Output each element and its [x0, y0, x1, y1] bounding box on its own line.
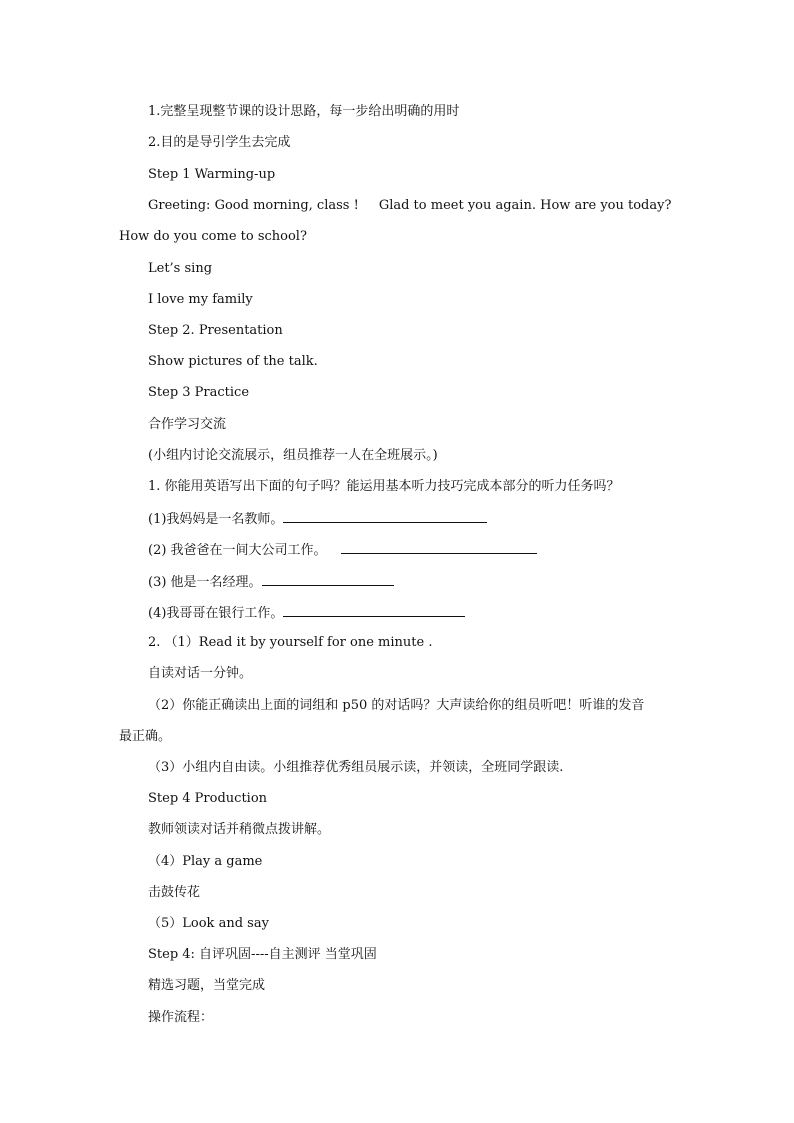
read-aloud-question: （2）你能正确读出上面的词组和 p50 的对话吗？大声读给你的组员听吧！听谁的发音 — [148, 698, 645, 713]
group-discussion-note: (小组内讨论交流展示，组员推荐一人在全班展示。) — [148, 448, 438, 463]
song-title: I love my family — [148, 292, 253, 307]
game-name: 击鼓传花 — [148, 885, 201, 900]
sentence-1 — [148, 509, 487, 529]
sentence-4-text: (4)我哥哥在银行工作。 — [148, 606, 284, 621]
cooperative-learning: 合作学习交流 — [148, 417, 227, 432]
answer-blank-2[interactable] — [341, 540, 537, 554]
look-and-say: （5）Look and say — [148, 916, 269, 931]
greeting-part-2: Glad to meet you again. How are you today? — [378, 198, 672, 213]
lets-sing: Let’s sing — [148, 261, 213, 276]
sentence-3-text: (3) 他是一名经理。 — [148, 575, 262, 590]
step-4-self-assessment-heading: Step 4: 自评巩固----自主测评 当堂巩固 — [148, 947, 377, 962]
step-3-heading: Step 3 Practice — [148, 385, 250, 400]
operation-flow: 操作流程： — [148, 1010, 214, 1025]
text-line-2: 2.目的是导引学生去完成 — [148, 135, 291, 150]
greeting-part-1: Greeting: Good morning, class ! — [148, 198, 359, 213]
sentence-3 — [148, 572, 394, 592]
self-read: 自读对话一分钟。 — [148, 666, 253, 681]
answer-blank-1[interactable] — [283, 509, 487, 523]
group-reading: （3）小组内自由读。小组推荐优秀组员展示读，并领读，全班同学跟读. — [148, 760, 564, 775]
step-1-heading: Step 1 Warming-up — [148, 167, 276, 182]
sentence-1-text: (1)我妈妈是一名教师。 — [148, 512, 284, 527]
greeting-line — [148, 197, 671, 215]
answer-blank-3[interactable] — [262, 572, 394, 586]
step-2-heading: Step 2. Presentation — [148, 323, 283, 338]
exercise-selection: 精选习题，当堂完成 — [148, 978, 266, 993]
greeting-continuation: How do you come to school? — [119, 229, 307, 244]
question-2: 2. （1）Read it by yourself for one minute . — [148, 635, 433, 650]
play-game: （4）Play a game — [148, 854, 263, 869]
answer-blank-4[interactable] — [283, 603, 465, 617]
step-4-production-heading: Step 4 Production — [148, 791, 268, 806]
text-line-1: 1.完整呈现整节课的设计思路，每一步给出明确的用时 — [148, 104, 460, 119]
sentence-2 — [148, 540, 537, 560]
read-aloud-continuation: 最正确。 — [119, 729, 172, 744]
sentence-4 — [148, 603, 465, 623]
sentence-2-text: (2) 我爸爸在一间大公司工作。 — [148, 543, 327, 558]
question-1: 1. 你能用英语写出下面的句子吗？能运用基本听力技巧完成本部分的听力任务吗？ — [148, 479, 620, 494]
teacher-lead: 教师领读对话并稍微点拨讲解。 — [148, 822, 331, 837]
show-pictures-line: Show pictures of the talk. — [148, 354, 318, 369]
